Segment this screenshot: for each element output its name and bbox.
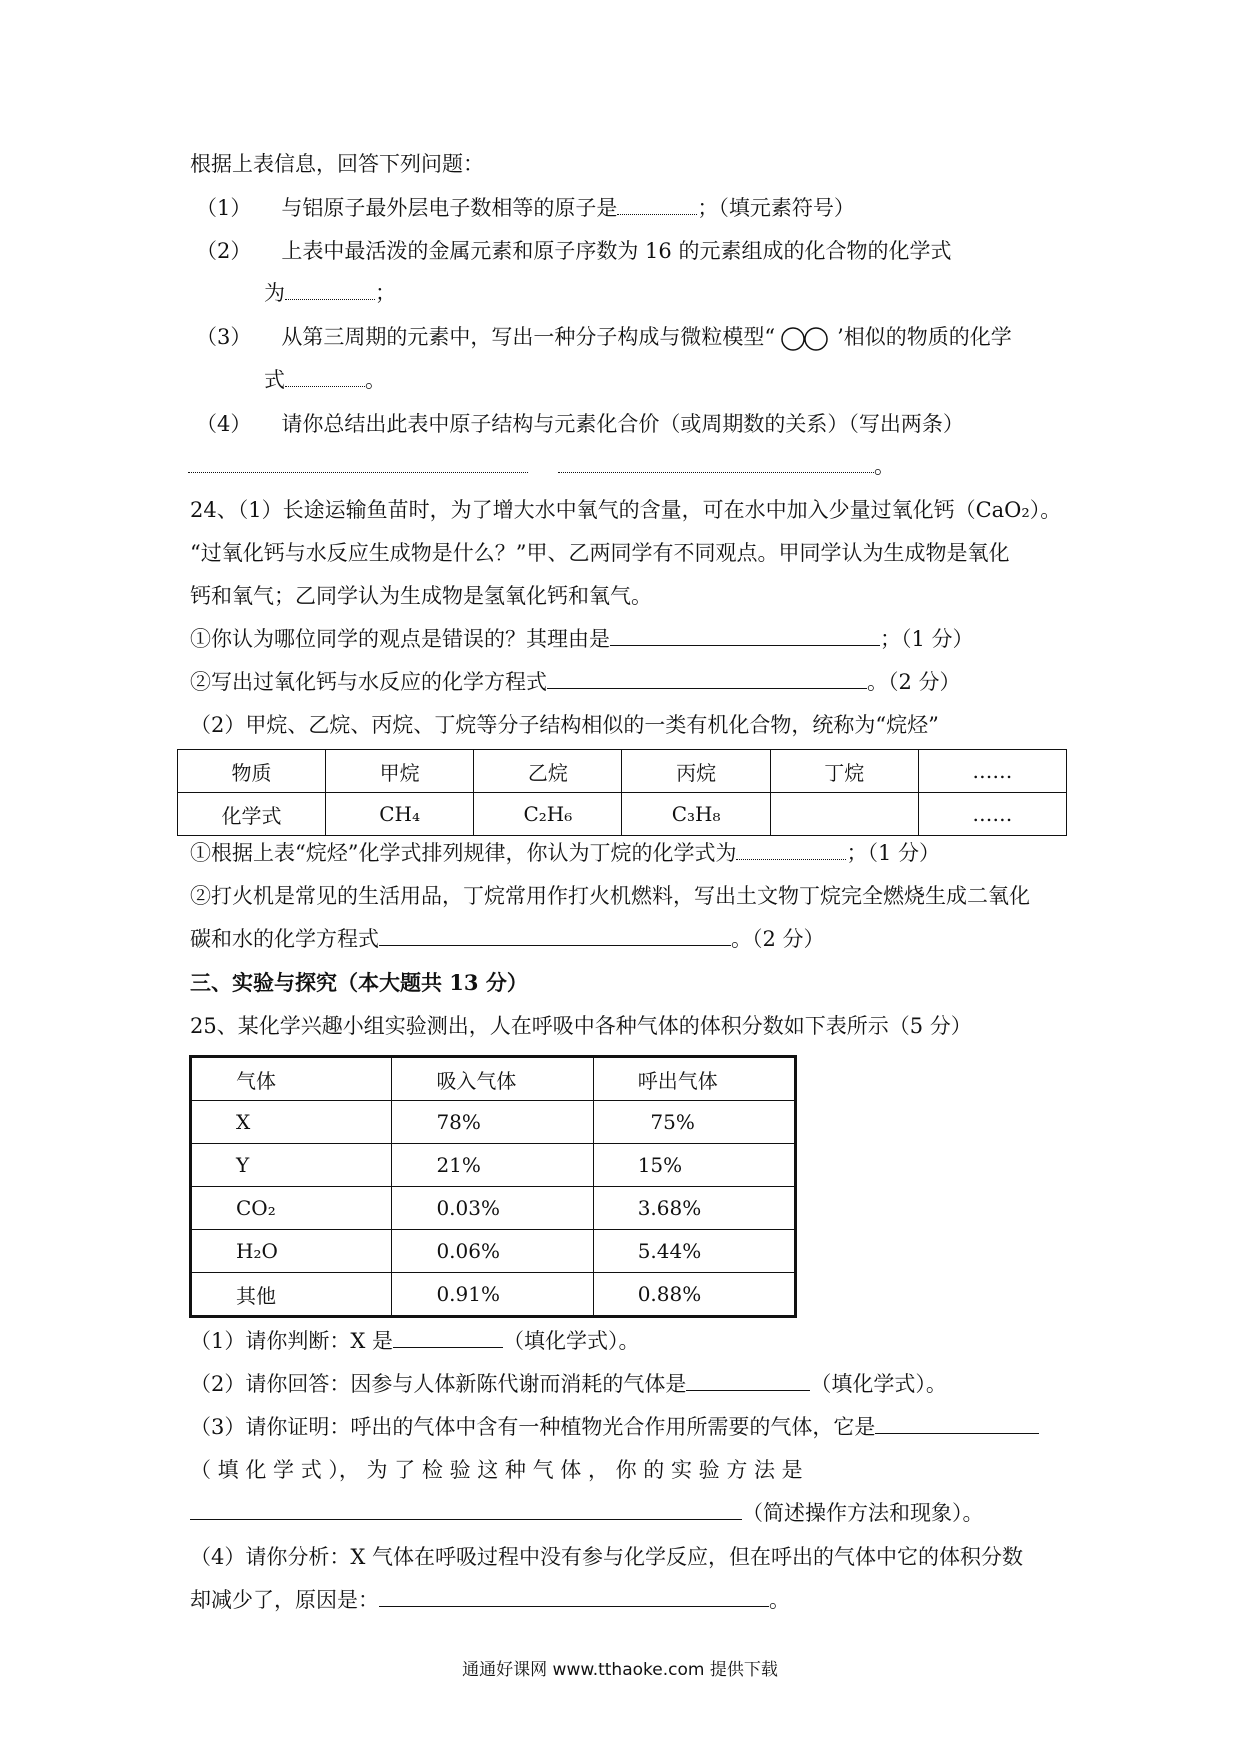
table-cell: CO₂ <box>191 1187 392 1230</box>
q25-s4: （4）请你分析：X 气体在呼吸过程中没有参与化学反应，但在呼出的气体中它的体积分数 <box>190 1545 1023 1569</box>
q23-p3-text-after: ’相似的物质的化学 <box>837 325 1012 349</box>
q23-p2-num: （2） <box>196 239 252 263</box>
q24-sub4-blank[interactable] <box>379 925 731 946</box>
q25-intro: 25、某化学兴趣小组实验测出，人在呼吸中各种气体的体积分数如下表所示（5 分） <box>190 1014 972 1038</box>
intro-text: 根据上表信息，回答下列问题： <box>190 152 484 176</box>
q23-p1-text: 与铝原子最外层电子数相等的原子是 <box>281 196 618 220</box>
q23-p2-tail: ； <box>375 281 396 305</box>
q23-p4 <box>196 410 964 438</box>
table-cell: 化学式 <box>178 793 326 836</box>
q24-sub2 <box>190 668 961 696</box>
q23-p3-tail: 。 <box>365 368 386 392</box>
table-cell: 甲烷 <box>326 750 474 793</box>
q25-s2-text: （2）请你回答：因参与人体新陈代谢而消耗的气体是 <box>190 1372 687 1396</box>
q24-sub4-line2-text: 碳和水的化学方程式 <box>190 927 379 951</box>
table-cell: 21% <box>392 1144 593 1187</box>
q23-p2-line2-text: 为 <box>264 281 285 305</box>
table-cell: 其他 <box>191 1273 392 1317</box>
table-cell: 3.68% <box>593 1187 795 1230</box>
q24-sub4-line2 <box>190 925 825 953</box>
q25-s4-line2 <box>190 1586 790 1614</box>
q23-p3-text: 从第三周期的元素中，写出一种分子构成与微粒模型“ <box>281 325 776 349</box>
q25-s1 <box>190 1327 640 1355</box>
q24-sub1-text: ①你认为哪位同学的观点是错误的？其理由是 <box>190 627 610 651</box>
q25-s3-tail: （简述操作方法和现象）。 <box>742 1501 984 1525</box>
table-cell: 0.88% <box>593 1273 795 1317</box>
table-cell: 乙烷 <box>474 750 622 793</box>
q23-p3-line2 <box>264 366 386 394</box>
section-3-heading: 三、实验与探究（本大题共 13 分） <box>190 970 528 995</box>
q25-s2-blank[interactable] <box>686 1370 810 1391</box>
q24-sub3-blank[interactable] <box>736 839 846 860</box>
q24-sub4-tail: 。（2 分） <box>731 927 825 951</box>
q24-sub3-tail: ；（1 分） <box>846 841 941 865</box>
q23-p3-line2-text: 式 <box>264 368 285 392</box>
table-cell: H₂O <box>191 1230 392 1273</box>
table-row <box>191 1144 796 1187</box>
table-cell: 0.91% <box>392 1273 593 1317</box>
q25-s3-line2: （ 填 化 学 式 ）， 为 了 检 验 这 种 气 体 ， 你 的 实 验 方 法 是 <box>190 1458 803 1482</box>
q23-p1-blank[interactable] <box>617 194 697 215</box>
q24-line1: 24、（1）长途运输鱼苗时，为了增大水中氧气的含量，可在水中加入少量过氧化钙（CaO₂）。 <box>190 498 1062 522</box>
breath-gas-table <box>189 1055 797 1318</box>
table-cell: C₂H₆ <box>474 793 622 836</box>
q25-s3-method-blank[interactable] <box>190 1499 742 1520</box>
table-row <box>191 1273 796 1317</box>
table-cell: 气体 <box>191 1057 392 1101</box>
q23-p2-text: 上表中最活泼的金属元素和原子序数为 16 的元素组成的化合物的化学式 <box>281 239 952 263</box>
table-cell: 丙烷 <box>622 750 770 793</box>
table-row <box>191 1101 796 1144</box>
q25-s3-line3 <box>190 1499 984 1527</box>
q25-s3 <box>190 1413 1039 1441</box>
q23-p4-num: （4） <box>196 412 252 436</box>
table-cell: C₃H₈ <box>622 793 770 836</box>
q24-sub2-text: ②写出过氧化钙与水反应的化学方程式 <box>190 670 547 694</box>
q25-s1-tail: （填化学式）。 <box>503 1329 640 1353</box>
table-cell: 物质 <box>178 750 326 793</box>
table-cell: 丁烷 <box>770 750 918 793</box>
q24-sub4-line1: ②打火机是常见的生活用品，丁烷常用作打火机燃料，写出土文物丁烷完全燃烧生成二氧化 <box>190 884 1030 908</box>
q24-part2: （2）甲烷、乙烷、丙烷、丁烷等分子结构相似的一类有机化合物，统称为“烷烃” <box>190 713 939 737</box>
q24-line2: “过氧化钙与水反应生成物是什么？”甲、乙两同学有不同观点。甲同学认为生成物是氧化 <box>190 541 1010 565</box>
q25-s4-blank[interactable] <box>379 1586 769 1607</box>
q24-sub1 <box>190 625 974 653</box>
table-cell: 5.44% <box>593 1230 795 1273</box>
particle-model-icon <box>779 327 833 351</box>
q23-p4-blank-2[interactable] <box>558 452 874 473</box>
table-row <box>178 750 1067 793</box>
q24-sub1-tail: ；（1 分） <box>880 627 974 651</box>
table-cell: …… <box>918 793 1066 836</box>
q25-s4-line2-text: 却减少了，原因是： <box>190 1588 379 1612</box>
q23-p4-answer-line <box>188 452 895 480</box>
q24-sub1-blank[interactable] <box>610 625 880 646</box>
table-row <box>178 793 1067 836</box>
table-cell: X <box>191 1101 392 1144</box>
q23-p1-tail: ；（填元素符号） <box>697 196 855 220</box>
q24-line3: 钙和氧气；乙同学认为生成物是氢氧化钙和氧气。 <box>190 584 652 608</box>
q23-p4-tail: 。 <box>874 454 895 478</box>
q23-p1-num: （1） <box>196 196 252 220</box>
butane-formula-cell[interactable] <box>770 793 918 836</box>
table-cell: Y <box>191 1144 392 1187</box>
table-cell: 0.03% <box>392 1187 593 1230</box>
q24-sub2-blank[interactable] <box>547 668 867 689</box>
table-cell: …… <box>918 750 1066 793</box>
table-cell: 15% <box>593 1144 795 1187</box>
q23-p2 <box>196 237 951 265</box>
q23-p4-text: 请你总结出此表中原子结构与元素化合价（或周期数的关系）（写出两条） <box>281 412 964 436</box>
table-cell: 吸入气体 <box>392 1057 593 1101</box>
q24-sub3-text: ①根据上表“烷烃”化学式排列规律，你认为丁烷的化学式为 <box>190 841 737 865</box>
q25-s3-text: （3）请你证明：呼出的气体中含有一种植物光合作用所需要的气体，它是 <box>190 1415 876 1439</box>
table-cell: 0.06% <box>392 1230 593 1273</box>
q25-s1-text: （1）请你判断：X 是 <box>190 1329 393 1353</box>
table-cell: 75% <box>593 1101 795 1144</box>
q23-p4-blank-1[interactable] <box>188 452 528 473</box>
q23-p3 <box>196 323 1012 351</box>
q25-s1-blank[interactable] <box>393 1327 503 1348</box>
table-cell: 78% <box>392 1101 593 1144</box>
q23-p1 <box>196 194 855 222</box>
table-row <box>191 1187 796 1230</box>
q23-p2-blank[interactable] <box>285 279 375 300</box>
q24-sub3 <box>190 839 940 867</box>
q23-p2-line2 <box>264 279 396 307</box>
table-cell: CH₄ <box>326 793 474 836</box>
q23-p3-num: （3） <box>196 325 252 349</box>
q25-s2-tail: （填化学式）。 <box>810 1372 947 1396</box>
table-row <box>191 1230 796 1273</box>
q24-sub2-tail: 。（2 分） <box>867 670 961 694</box>
q23-p3-blank[interactable] <box>285 366 365 387</box>
footer-link[interactable]: 通通好课网 www.tthaoke.com 提供下载 <box>462 1660 778 1680</box>
alkane-table <box>177 749 1067 836</box>
q25-s4-tail: 。 <box>769 1588 790 1612</box>
q25-s2 <box>190 1370 947 1398</box>
table-cell: 呼出气体 <box>593 1057 795 1101</box>
q25-s3-blank[interactable] <box>875 1413 1039 1434</box>
table-row <box>191 1057 796 1101</box>
